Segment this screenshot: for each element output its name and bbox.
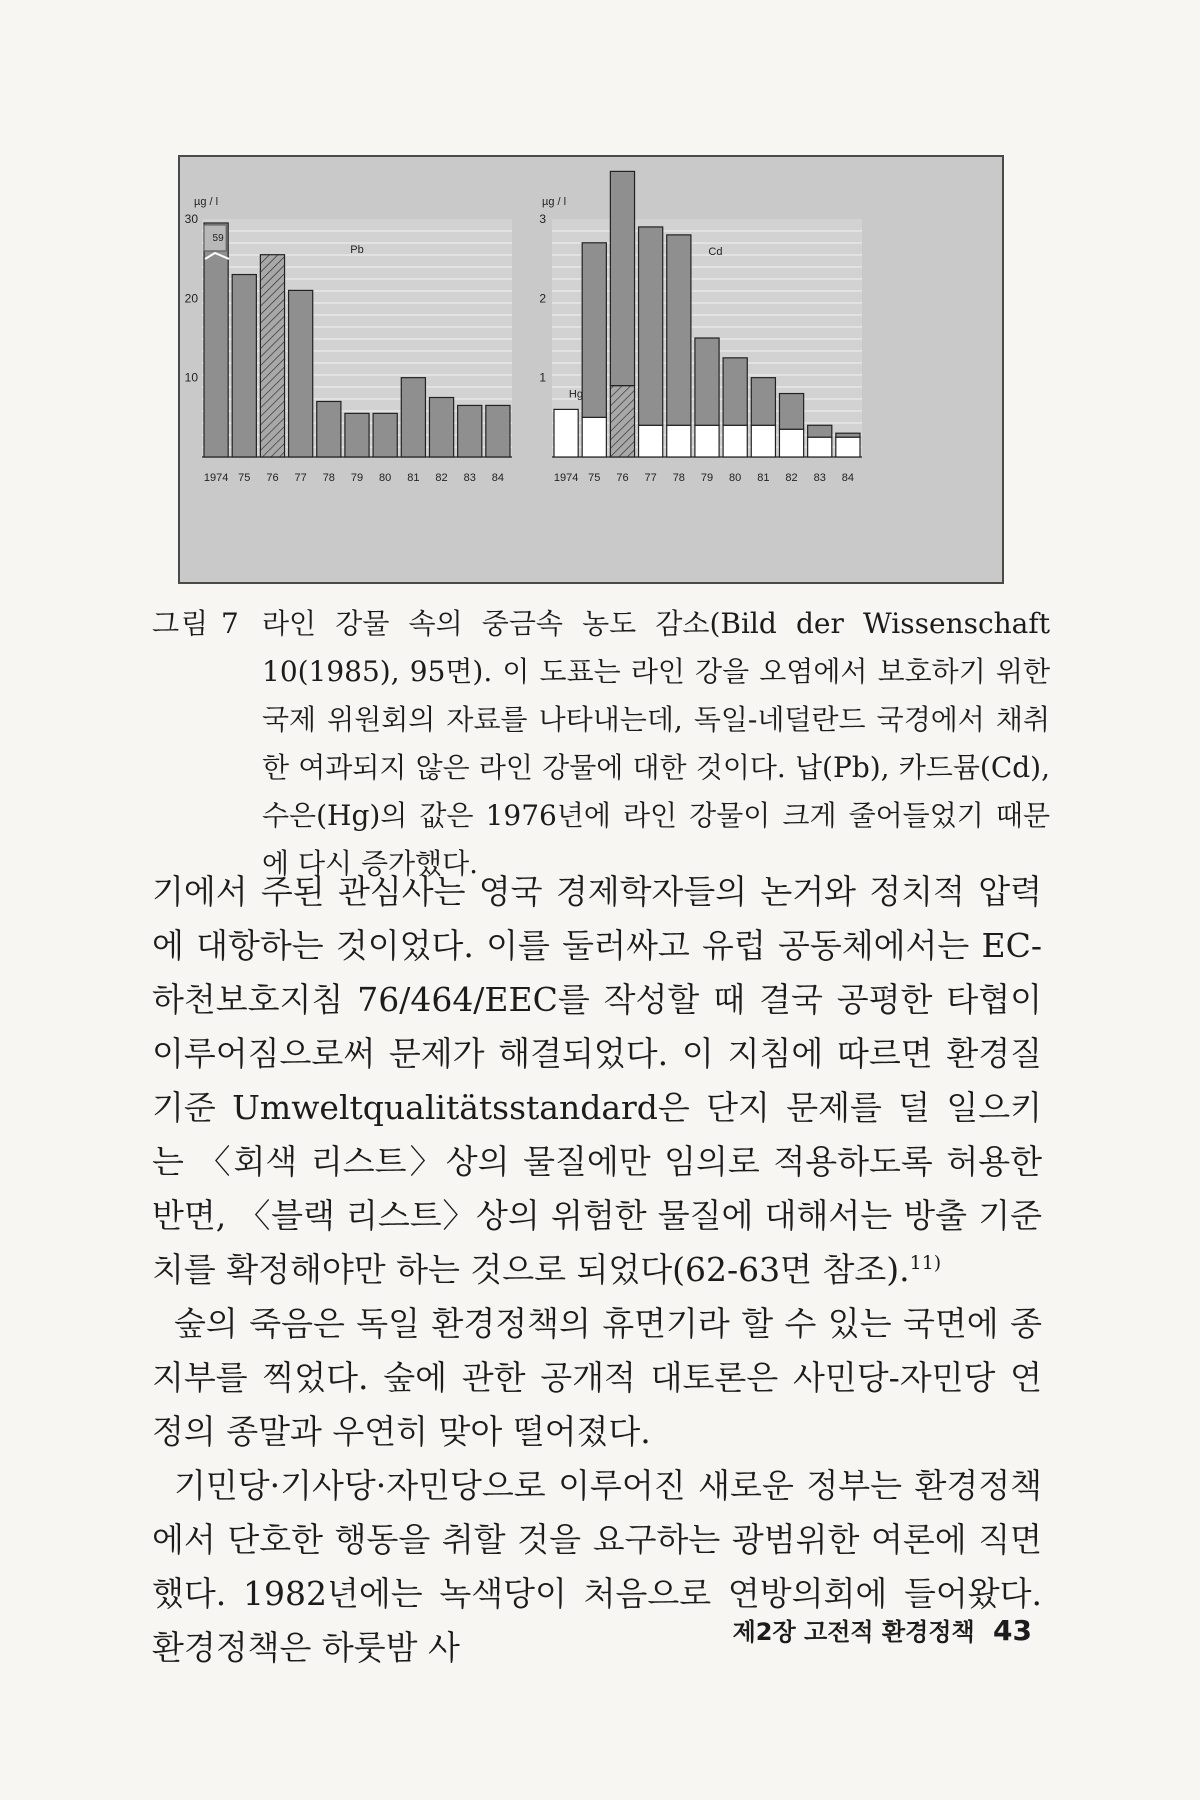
pb-xtick-82: 82: [435, 472, 448, 484]
cd-xtick-83: 83: [813, 472, 826, 484]
pb-series-label: Pb: [350, 244, 364, 256]
pb-bar-82: [429, 398, 453, 458]
pb-ytick-20: 20: [184, 291, 198, 306]
hg-bar-83: [808, 437, 832, 457]
pb-unit-label: µg / l: [194, 196, 219, 208]
running-head: 제2장 고전적 환경정책: [732, 1618, 975, 1646]
cd-xtick-78: 78: [672, 472, 685, 484]
pb-ytick-30: 30: [184, 212, 198, 226]
cd-xtick-77: 77: [644, 472, 657, 484]
pb-bar-77: [289, 290, 313, 457]
cd-xtick-84: 84: [841, 472, 855, 484]
cd-xtick-75: 75: [588, 472, 601, 484]
paragraph-1: [152, 865, 1042, 1297]
page-number: 43: [993, 1614, 1032, 1647]
cd-bar-84: [836, 433, 860, 437]
paragraph-2: 숲의 죽음은 독일 환경정책의 휴면기라 할 수 있는 국면에 종지부를 찍었다. 숲에 관한 공개적 대토론은 사민당-자민당 연정의 종말과 우연히 맞아 떨어졌다.: [152, 1304, 1042, 1451]
hg-bar-1974: [554, 409, 578, 457]
cd-bar-78: [667, 235, 691, 425]
cd-bar-79: [695, 338, 719, 425]
pb-bar-78: [317, 401, 341, 457]
pb-xtick-78: 78: [322, 472, 335, 484]
body-text: [152, 865, 1042, 1675]
hg-bar-76: [610, 386, 634, 457]
pb-bar-83: [458, 405, 482, 457]
pb-bar-84: [486, 405, 510, 457]
cd-ytick-2: 2: [539, 291, 546, 306]
hg-bar-78: [667, 425, 691, 457]
paragraph-3: 기민당·기사당·자민당으로 이루어진 새로운 정부는 환경정책에서 단호한 행동을 취할 것을 요구하는 광범위한 여론에 직면했다. 1982년에는 녹색당이 처음으로 연방의회에 들어왔다. 환경정책은 하룻밤 사: [152, 1466, 1042, 1667]
hg-series-label: Hg: [568, 388, 583, 401]
cd-ytick-1: 1: [539, 370, 546, 385]
pb-xtick-75: 75: [238, 472, 251, 484]
pb-xtick-76: 76: [266, 472, 279, 484]
pb-xtick-1974: 1974: [203, 472, 229, 484]
cd-bar-82: [779, 394, 803, 430]
cd-ytick-3: 3: [539, 212, 546, 226]
hg-bar-77: [639, 425, 663, 457]
cd-series-label: Cd: [708, 246, 723, 258]
cd-bar-77: [639, 227, 663, 425]
pb-bar-81: [401, 378, 425, 457]
cd-bar-80: [723, 358, 747, 425]
pb-ytick-10: 10: [184, 370, 198, 385]
pb-bar-75: [232, 275, 256, 457]
hg-bar-75: [582, 417, 606, 457]
hg-bar-84: [836, 437, 860, 457]
cd-xtick-79: 79: [700, 472, 714, 484]
hg-bar-80: [723, 425, 747, 457]
cd-xtick-76: 76: [616, 472, 629, 484]
pb-xtick-84: 84: [491, 472, 505, 484]
pb-bar-76: [260, 255, 284, 457]
cd-xtick-82: 82: [785, 472, 798, 484]
hg-bar-79: [695, 425, 719, 457]
pb-xtick-77: 77: [294, 472, 307, 484]
cd-xtick-80: 80: [729, 472, 742, 484]
cd-xtick-1974: 1974: [553, 472, 579, 484]
cd-unit-label: µg / l: [542, 196, 567, 208]
paragraph-1-text: 기에서 주된 관심사는 영국 경제학자들의 논거와 정치적 압력에 대항하는 것이었다. 이를 둘러싸고 유럽 공동체에서는 EC-하천보호지침 76/464/EEC를 작성할 때 결국 공평한 타협이 이루어짐으로써 문제가 해결되었다. 이 지침에 따르면 환경질 기준 Umweltqualitätsstandard은 단지 문제를 덜 일으키는 〈회색 리스트〉상의 물질에만 임의로 적용하도록 허용한 반면, 〈블랙 리스트〉상의 위험한 물질에 대해서는 방출 기준치를 확정해야만 하는 것으로 되었다(62-63면 참조).: [152, 872, 1042, 1289]
cd-bar-76: [610, 171, 634, 385]
footnote-ref: 11): [909, 1252, 942, 1274]
figure-rhine-heavy-metals: [178, 155, 1004, 584]
caption-label: 그림 7: [152, 607, 241, 640]
cd-bar-81: [751, 378, 775, 426]
pb-bar-79: [345, 413, 369, 457]
pb-xtick-81: 81: [407, 472, 420, 484]
page-footer: [733, 1612, 1032, 1647]
pb-bar-80: [373, 413, 397, 457]
pb-xtick-79: 79: [350, 472, 364, 484]
caption-text: 라인 강물 속의 중금속 농도 감소(Bild der Wissenschaft 10(1985), 95면). 이 도표는 라인 강을 오염에서 보호하기 위한 국제 위원회의 자료를 나타내는데, 독일-네덜란드 국경에서 채취한 여과되지 않은 라인 강물에 대한 것이다. 납(Pb), 카드뮴(Cd), 수은(Hg)의 값은 1976년에 라인 강물이 크게 줄어들었기 때문에 다시 증가했다.: [262, 607, 1050, 880]
hg-bar-82: [779, 429, 803, 457]
cd-bar-83: [808, 425, 832, 437]
cd-bar-75: [582, 243, 606, 418]
cd-xtick-81: 81: [757, 472, 770, 484]
pb-xtick-80: 80: [379, 472, 392, 484]
bar-charts: [180, 157, 1006, 586]
hg-bar-81: [751, 425, 775, 457]
pb-xtick-83: 83: [463, 472, 476, 484]
pb-outlier-label: 59: [212, 233, 224, 244]
